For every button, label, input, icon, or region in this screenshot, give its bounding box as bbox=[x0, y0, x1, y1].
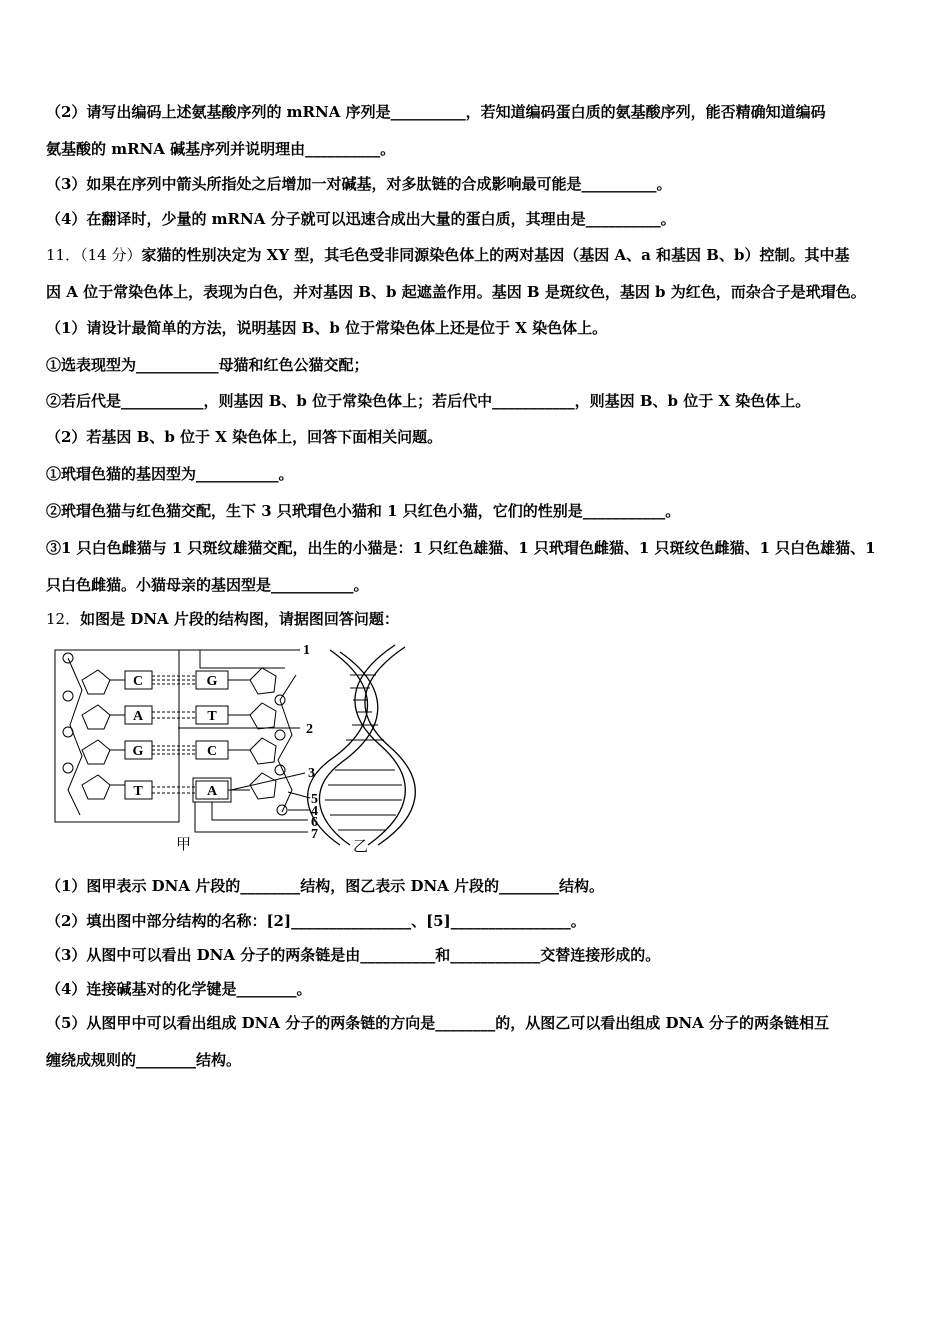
figure-label-3: 3 bbox=[308, 766, 315, 781]
base-right-2: T bbox=[207, 709, 217, 724]
figure-label-2: 2 bbox=[306, 722, 313, 737]
figure-label-7: 7 bbox=[311, 827, 318, 842]
base-right-4: A bbox=[206, 784, 218, 799]
q10-part2-line2: 氨基酸的 mRNA 碱基序列并说明理由__________。 bbox=[46, 140, 396, 158]
q11-text1: 家猫的性别决定为 XY 型，其毛色受非同源染色体上的两对基因（基因 A、a 和基因 B、b）控制。其中基 bbox=[141, 246, 850, 264]
figure-label-6: 6 bbox=[311, 815, 318, 830]
q12-text: 如图是 DNA 片段的结构图，请据图回答问题： bbox=[80, 610, 399, 628]
q12-part5-line2: 缠绕成规则的________结构。 bbox=[46, 1051, 242, 1069]
right-sugar-3 bbox=[250, 738, 276, 764]
q10-part2-line1: （2）请写出编码上述氨基酸序列的 mRNA 序列是__________，若知道编码蛋白质的氨基酸序列，能否精确知道编码 bbox=[46, 103, 826, 121]
base-right-3: C bbox=[206, 744, 218, 759]
left-sugar-4 bbox=[82, 775, 110, 799]
figure-label-5: 5 bbox=[311, 792, 318, 807]
left-phosphate-3 bbox=[63, 727, 73, 737]
left-sugar-3 bbox=[82, 740, 110, 764]
base-left-3: G bbox=[132, 744, 144, 759]
q12-part1: （1）图甲表示 DNA 片段的________结构，图乙表示 DNA 片段的________结构。 bbox=[46, 877, 605, 895]
q11-part2-c-line1: ③1 只白色雌猫与 1 只斑纹雄猫交配，出生的小猫是：1 只红色雄猫、1 只玳瑁色雌猫、1 只斑纹色雌猫、1 只白色雄猫、1 bbox=[46, 539, 876, 557]
right-sugar-2 bbox=[250, 703, 276, 729]
figure-label-4: 4 bbox=[311, 804, 318, 819]
base-left-4: T bbox=[133, 784, 143, 799]
base-left-2: A bbox=[132, 709, 144, 724]
caption-jia: 甲 bbox=[176, 837, 192, 853]
q11-line2: 因 A 位于常染色体上，表现为白色，并对基因 B、b 起遮盖作用。基因 B 是斑纹色，基因 b 为红色，而杂合子是玳瑁色。 bbox=[46, 283, 866, 301]
left-sugar-1 bbox=[82, 670, 110, 694]
right-phosphate-2 bbox=[275, 730, 285, 740]
q11-part1: （1）请设计最简单的方法，说明基因 B、b 位于常染色体上还是位于 X 染色体上。 bbox=[46, 319, 608, 337]
q11-part2: （2）若基因 B、b 位于 X 染色体上，回答下面相关问题。 bbox=[46, 428, 443, 446]
q12-part4: （4）连接碱基对的化学键是________。 bbox=[46, 980, 312, 998]
q11-part2-a: ①玳瑁色猫的基因型为___________。 bbox=[46, 465, 294, 483]
dna-figure bbox=[50, 640, 420, 855]
left-strand-frame bbox=[55, 650, 179, 822]
q12-part2: （2）填出图中部分结构的名称：[2]________________、[5]________________。 bbox=[46, 912, 586, 930]
q11-number: 11．（14 分） bbox=[46, 246, 142, 264]
right-phosphate-4 bbox=[277, 805, 287, 815]
right-phosphate-3 bbox=[275, 765, 285, 775]
caption-yi: 乙 bbox=[353, 839, 369, 855]
q11-part1-a: ①选表现型为___________母猫和红色公猫交配； bbox=[46, 356, 369, 374]
left-phosphate-2 bbox=[63, 691, 73, 701]
base-left-1: C bbox=[132, 674, 144, 689]
q12-part5-line1: （5）从图甲中可以看出组成 DNA 分子的两条链的方向是________的，从图乙可以看出组成 DNA 分子的两条链相互 bbox=[46, 1014, 830, 1032]
q12-line bbox=[46, 609, 399, 629]
q10-part4: （4）在翻译时，少量的 mRNA 分子就可以迅速合成出大量的蛋白质，其理由是__________。 bbox=[46, 210, 676, 228]
left-sugar-2 bbox=[82, 705, 110, 729]
q12-part3: （3）从图中可以看出 DNA 分子的两条链是由__________和____________交替连接形成的。 bbox=[46, 946, 661, 964]
q11-part2-b: ②玳瑁色猫与红色猫交配，生下 3 只玳瑁色小猫和 1 只红色小猫，它们的性别是___________。 bbox=[46, 502, 681, 520]
base-right-1: G bbox=[206, 674, 218, 689]
left-phosphate-4 bbox=[63, 763, 73, 773]
q11-part2-c-line2: 只白色雌猫。小猫母亲的基因型是___________。 bbox=[46, 576, 369, 594]
figure-label-1: 1 bbox=[303, 643, 310, 658]
q11-part1-b: ②若后代是___________，则基因 B、b 位于常染色体上；若后代中___________，则基因 B、b 位于 X 染色体上。 bbox=[46, 392, 811, 410]
q10-part3: （3）如果在序列中箭头所指处之后增加一对碱基，对多肽链的合成影响最可能是__________。 bbox=[46, 175, 672, 193]
q11-line1 bbox=[46, 245, 849, 265]
q12-number: 12． bbox=[46, 610, 81, 628]
right-sugar-1 bbox=[250, 668, 276, 694]
right-sugar-4 bbox=[250, 773, 276, 799]
